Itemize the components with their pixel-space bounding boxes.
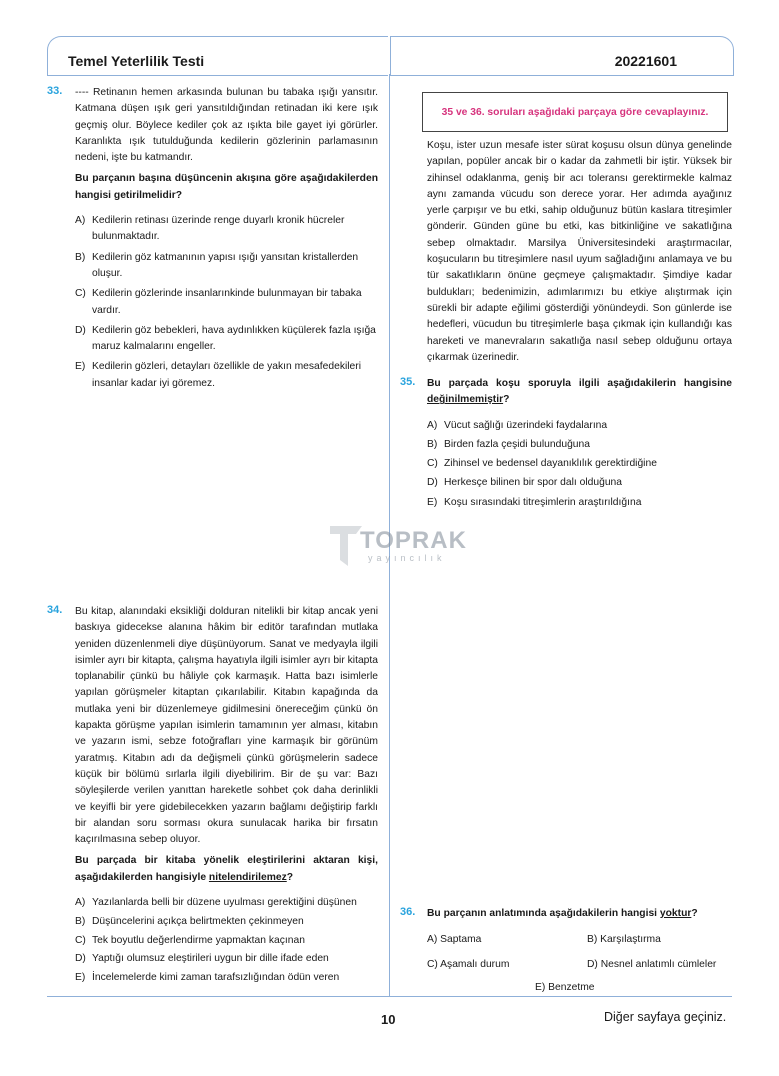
option-text: Düşüncelerini açıkça belirtmekten çekinmeyen	[92, 915, 304, 927]
option-text: Herkesçe bilinen bir spor dalı olduğuna	[444, 477, 623, 489]
stem-underlined: nitelendirilemez	[208, 871, 287, 883]
question-34-stem	[75, 853, 378, 886]
question-36-options	[427, 932, 732, 973]
option-text: Tek boyutlu değerlendirme yapmaktan kaçınan	[92, 934, 305, 946]
option-key: C)	[427, 458, 438, 470]
passage-35-36-text: Koşu, ister uzun mesafe ister sürat koşusu olsun dünya genelinde yapılan, popüler ancak bir o kadar da zahmetli bir iştir. Yüksek bir zihinsel odaklanma, geniş bir acı toleransı gerektirmekle kalmaz aynı zamanda vücudu son derece yorar. Her adımda ayağınız yerle çarpışır ve bu etki, sahip olduğunuz bütün kaslara titreşimler gönderir. Günden güne bu etki, kas bitkinliğine ve sakatlığına sebep olmaktadır. Marsilya Üniversitesindeki araştırmacılar, koşucuların bu titreşimlere nasıl uyum sağladığını anlamaya ve bu tür sakatlıkların önüne geçmeye çalışmaktadır. Şimdiye kadar buldukları; bedenimizin, adımlarımızı bu etkiye alıştırmak için sürekli bir adapte eğilimi gösterdiği yönündeydi. Son günlerde ise hedefleri, vücudun bu titreşimlerle başa çıkmak için kullandığı kas hareketi ve manevraların sakatlığa nasıl sebep olduğunu ortaya çıkarmak üzerinedir.	[427, 140, 732, 363]
option-36-d[interactable]	[587, 957, 747, 973]
watermark-text: TOPRAK	[360, 527, 467, 554]
option-text: Benzetme	[548, 981, 595, 993]
option-text: Yaptığı olumsuz eleştirileri uygun bir dille ifade eden	[92, 953, 329, 965]
question-34	[75, 604, 378, 989]
option-text: Yazılanlarda belli bir düzene uyulması gerektiğini düşünen	[92, 897, 357, 909]
option-key: E)	[75, 361, 86, 373]
option-text: Koşu sırasındaki titreşimlerin araştırıldığına	[444, 496, 642, 508]
option-35-b[interactable]	[427, 437, 732, 453]
question-33-passage: ---- Retinanın hemen arkasında bulunan bu tabaka ışığı yansıtır. Katmana düşen ışık geri yansıtıldığından retinadan iki kere ışık geçmiş olur. Böylece kediler çok az ışıkta bile gayet iyi görürler. Karanlıkta ışık tutulduğunda kedilerin gözlerinin parlamasının nedeni, işte bu katmandır.	[75, 87, 378, 164]
option-text: Kedilerin gözleri, detayları özellikle de yakın mesafedekileri insanlar kadar iyi göremez.	[92, 361, 361, 389]
option-key: A)	[75, 215, 86, 227]
question-33	[75, 85, 378, 396]
stem-mark: ?	[691, 908, 698, 919]
question-36-stem	[427, 906, 732, 922]
question-36-number: 36.	[400, 906, 416, 918]
option-key: E)	[75, 972, 86, 984]
stem-underlined: yoktur	[659, 908, 692, 919]
option-key: D)	[587, 958, 598, 970]
question-34-number: 34.	[47, 604, 63, 616]
option-34-a[interactable]	[75, 895, 378, 911]
option-text: Zihinsel ve bedensel dayanıklılık gerektirdiğine	[444, 458, 657, 470]
option-34-e[interactable]	[75, 970, 378, 986]
option-text: Kedilerin gözlerinde insanlarınkinde bulunmayan bir tabaka vardır.	[92, 288, 362, 316]
option-text: Kedilerin göz bebekleri, hava aydınlıkken küçülerek fazla ışığa maruz kalmalarını engeller.	[92, 324, 376, 353]
option-34-d[interactable]	[75, 951, 378, 967]
option-36-c[interactable]	[427, 957, 587, 973]
option-text: İncelemelerde kimi zaman tarafsızlığından ödün veren	[92, 972, 340, 984]
option-33-d[interactable]	[75, 323, 378, 356]
question-33-options	[75, 213, 378, 392]
option-36-a[interactable]	[427, 932, 587, 948]
option-key: D)	[75, 324, 86, 336]
question-35-options	[427, 418, 732, 511]
question-33-stem: Bu parçanın başına düşüncenin akışına göre aşağıdakilerden hangisi getirilmelidir?	[75, 173, 378, 201]
footer-divider	[47, 996, 732, 997]
option-key: C)	[427, 958, 438, 970]
option-key: C)	[75, 288, 86, 300]
option-33-e[interactable]	[75, 359, 378, 392]
option-text: Saptama	[440, 934, 482, 946]
option-text: Karşılaştırma	[600, 934, 661, 946]
stem-text: Bu parçanın anlatımında aşağıdakilerin hangisi	[427, 908, 660, 919]
question-35-number: 35.	[400, 376, 416, 388]
test-code: 20221601	[614, 53, 677, 69]
option-35-e[interactable]	[427, 495, 732, 511]
question-36	[427, 906, 732, 996]
option-key: B)	[75, 915, 86, 927]
page-number: 10	[381, 1012, 396, 1027]
option-text: Nesnel anlatımlı cümleler	[600, 958, 717, 970]
option-text: Kedilerin göz katmanının yapısı ışığı yansıtan kristallerden oluşur.	[92, 251, 359, 279]
option-33-a[interactable]	[75, 213, 378, 246]
stem-text: Bu parçada bir kitaba yönelik eleştirilerini aktaran kişi, aşağıdakilerden hangisiyle	[75, 855, 378, 883]
option-text: Birden fazla çeşidi bulunduğuna	[444, 438, 590, 450]
test-title: Temel Yeterlilik Testi	[68, 53, 205, 69]
header-right-box	[390, 36, 734, 76]
stem-mark: ?	[503, 394, 510, 406]
option-33-b[interactable]	[75, 250, 378, 283]
option-36-e[interactable]	[535, 980, 732, 996]
option-key: E)	[427, 496, 438, 508]
option-35-a[interactable]	[427, 418, 732, 434]
option-key: E)	[535, 981, 546, 993]
option-key: B)	[587, 934, 598, 946]
option-key: B)	[75, 251, 86, 263]
stem-text: Bu parçada koşu sporuyla ilgili aşağıdakilerin hangisine	[427, 378, 732, 389]
option-key: D)	[427, 477, 438, 489]
option-34-b[interactable]	[75, 914, 378, 930]
option-key: D)	[75, 953, 86, 965]
option-35-c[interactable]	[427, 456, 732, 472]
option-text: Vücut sağlığı üzerindeki faydalarına	[444, 419, 608, 431]
question-35	[427, 376, 732, 514]
question-34-passage: Bu kitap, alanındaki eksikliği dolduran nitelikli bir kitap ancak yeni baskıya gidecekse alanına hâkim bir editör tarafından mutlaka yeniden düzenlenmeli diye düşünüyorum. Sanat ve medyayla ilgili isimler ayrı bir kitapta, çalışma hayatıyla ilgili isimler ayrı bir kitapta toplanabilir çünkü bu hâliyle çok karmaşık. Hatta bazı isimlerle yapılan görüşmeler kitaptan çıkarılabilir. Kitabın kapağında da mutlaka yeni bir düzenlemeye gidilmesini önereceğim çünkü ön kapakta görüşme yapılan isimlerin tamamının yer alması, kitabın ve yazarın ismi, sebze fotoğrafları yine karmaşık bir görünüm yaratmış. Kitabın adı da değişmeli çünkü görüşmelerin sadece küçük bir bölümü sırlarla ilgili diyebilirim. Bir de şu var: Bazı söyleşilerde verilen yanıttan hareketle sohbet çok daha derinlikli ve keyifli bir yere gidebilecekken yazarın bağlamı değiştirip farklı bir alandan soru sorması okura sunulacak harika bir fırsatın kaçırılmasına sebep oluyor.	[75, 606, 378, 846]
watermark-subtext: yayıncılık	[368, 553, 446, 563]
option-34-c[interactable]	[75, 933, 378, 949]
option-key: A)	[427, 419, 438, 431]
option-text: Kedilerin retinası üzerinde renge duyarlı kronik hücreler bulunmaktadır.	[92, 215, 345, 243]
option-text: Aşamalı durum	[440, 958, 510, 970]
question-34-options	[75, 895, 378, 986]
option-key: A)	[75, 897, 86, 909]
option-key: B)	[427, 438, 438, 450]
passage-35-36	[427, 138, 732, 366]
question-33-number: 33.	[47, 85, 63, 97]
notice-box: 35 ve 36. soruları aşağıdaki parçaya göre cevaplayınız.	[422, 92, 728, 132]
option-33-c[interactable]	[75, 286, 378, 319]
stem-mark: ?	[286, 871, 294, 883]
option-35-d[interactable]	[427, 475, 732, 491]
stem-underlined: değinilmemiştir	[427, 394, 504, 406]
question-35-stem	[427, 376, 732, 409]
option-36-b[interactable]	[587, 932, 747, 948]
option-key: A)	[427, 934, 438, 946]
option-key: C)	[75, 934, 86, 946]
next-page-note: Diğer sayfaya geçiniz.	[604, 1010, 727, 1024]
